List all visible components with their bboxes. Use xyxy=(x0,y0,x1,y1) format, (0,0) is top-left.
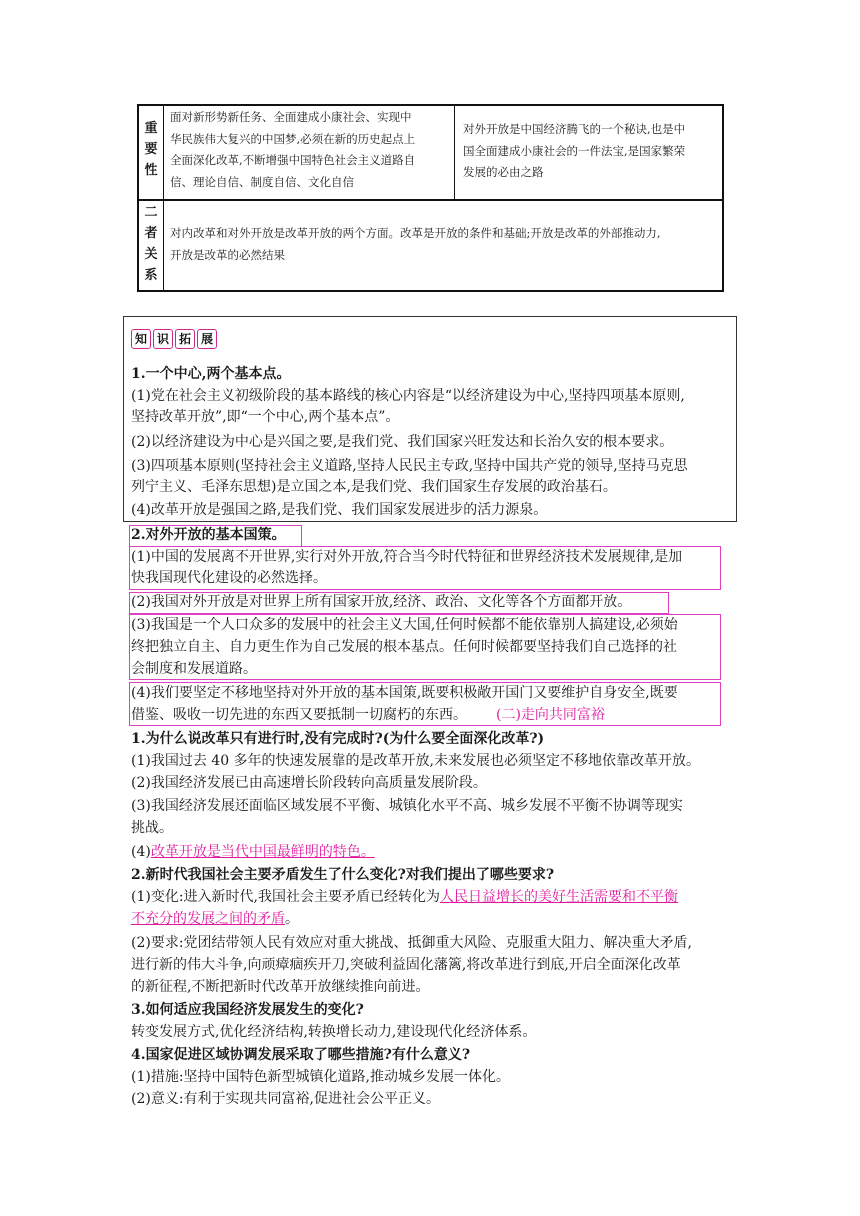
question-title: 1.为什么说改革只有进行时,没有完成时?(为什么要全面深化改革?) xyxy=(131,731,545,747)
paragraph: (1)措施:坚持中国特色新型城镇化道路,推动城乡发展一体化。 xyxy=(131,1069,510,1085)
row-head-importance: 重 要 性 xyxy=(144,121,158,178)
paragraph: (1)中国的发展离不开世界,实行对外开放,符合当今时代特征和世界经济技术发展规律,是加 xyxy=(131,549,683,565)
relation-cell: 对内改革和对外开放是改革开放的两个方面。改革是开放的条件和基础;开放是改革的外部推动力, 开放是改革的必然结果 xyxy=(170,226,661,262)
table-column-divider xyxy=(454,106,455,199)
table-row-divider xyxy=(139,199,722,201)
paragraph: 会制度和发展道路。 xyxy=(131,661,257,677)
paragraph: (3)我国经济发展还面临区域发展不平衡、城镇化水平不高、城乡发展不平衡不协调等现实 xyxy=(131,798,683,814)
paragraph: (4)改革开放是当代中国最鲜明的特色。 xyxy=(131,844,375,860)
question-title: 2.新时代我国社会主要矛盾发生了什么变化?对我们提出了哪些要求? xyxy=(131,867,555,883)
importance-opening-cell: 对外开放是中国经济腾飞的一个秘诀,也是中 国全面建成小康社会的一件法宝,是国家繁荣 发展的必由之路 xyxy=(463,122,686,179)
paragraph: (3)我国是一个人口众多的发展中的社会主义大国,任何时候都不能依靠别人搞建设,必须始 xyxy=(131,617,678,633)
subsection-heading: (二)走向共同富裕 xyxy=(496,707,605,723)
paragraph: 快我国现代化建设的必然选择。 xyxy=(131,570,327,586)
paragraph: (4)改革开放是强国之路,是我们党、我们国家发展进步的活力源泉。 xyxy=(131,502,548,518)
paragraph: (2)我国对外开放是对世界上所有国家开放,经济、政治、文化等各个方面都开放。 xyxy=(131,594,632,610)
section1-title: 1.一个中心,两个基本点。 xyxy=(131,366,291,382)
paragraph: 借鉴、吸收一切先进的东西又要抵制一切腐朽的东西。 xyxy=(131,707,467,723)
importance-reform-cell: 面对新形势新任务、全面建成小康社会、实现中 华民族伟大复兴的中国梦,必须在新的历史起点上 全面深化改革,不断增强中国特色社会主义道路自 信、理论自信、制度自信、文化自信 xyxy=(170,110,416,189)
table-column-divider xyxy=(163,106,164,290)
paragraph: (1)党在社会主义初级阶段的基本路线的核心内容是“以经济建设为中心,坚持四项基本原则, xyxy=(131,388,685,404)
paragraph: (2)以经济建设为中心是兴国之要,是我们党、我们国家兴旺发达和长治久安的根本要求。 xyxy=(131,434,674,450)
question-title: 3.如何适应我国经济发展发生的变化? xyxy=(131,1002,364,1018)
paragraph: (4)我们要坚定不移地坚持对外开放的基本国策,既要积极敞开国门又要维护自身安全,既要 xyxy=(131,685,678,701)
highlighted-answer: 改革开放是当代中国最鲜明的特色。 xyxy=(150,844,375,860)
highlighted-answer: 人民日益增长的美好生活需要和不平衡 xyxy=(440,889,678,905)
paragraph: 的新征程,不断把新时代改革开放继续推向前进。 xyxy=(131,979,430,995)
section2-title: 2.对外开放的基本国策。 xyxy=(131,527,286,543)
paragraph: 转变发展方式,优化经济结构,转换增长动力,建设现代化经济体系。 xyxy=(131,1024,537,1040)
paragraph: (3)四项基本原则(坚持社会主义道路,坚持人民民主专政,坚持中国共产党的领导,坚持马克思 xyxy=(131,458,688,474)
paragraph: (2)我国经济发展已由高速增长阶段转向高质量发展阶段。 xyxy=(131,775,487,791)
paragraph: 不充分的发展之间的矛盾。 xyxy=(131,911,299,927)
question-title: 4.国家促进区域协调发展采取了哪些措施?有什么意义? xyxy=(131,1047,471,1063)
paragraph: 挑战。 xyxy=(131,820,173,836)
paragraph: 进行新的伟大斗争,向顽瘴痼疾开刀,突破利益固化藩篱,将改革进行到底,开启全面深化改革 xyxy=(131,957,681,973)
paragraph: 坚持改革开放”,即“一个中心,两个基本点”。 xyxy=(131,409,400,425)
paragraph: (2)要求:党团结带领人民有效应对重大挑战、抵御重大风险、克服重大阻力、解决重大矛盾, xyxy=(131,935,692,951)
paragraph: (2)意义:有利于实现共同富裕,促进社会公平正义。 xyxy=(131,1091,440,1107)
row-head-relation: 二 者 关 系 xyxy=(144,205,158,283)
comparison-table xyxy=(137,104,724,292)
knowledge-badge: 知 识 拓 展 xyxy=(131,329,219,349)
paragraph: 终把独立自主、自力更生作为自己发展的根本基点。任何时候都要坚持我们自己选择的社 xyxy=(131,639,677,655)
highlighted-answer: 不充分的发展之间的矛盾 xyxy=(131,911,285,927)
paragraph: (1)变化:进入新时代,我国社会主要矛盾已经转化为人民日益增长的美好生活需要和不平衡 xyxy=(131,889,678,905)
paragraph: 列宁主义、毛泽东思想)是立国之本,是我们党、我们国家生存发展的政治基石。 xyxy=(131,479,617,495)
paragraph: (1)我国过去 40 多年的快速发展靠的是改革开放,未来发展也必须坚定不移地依靠改革开放。 xyxy=(131,753,700,769)
